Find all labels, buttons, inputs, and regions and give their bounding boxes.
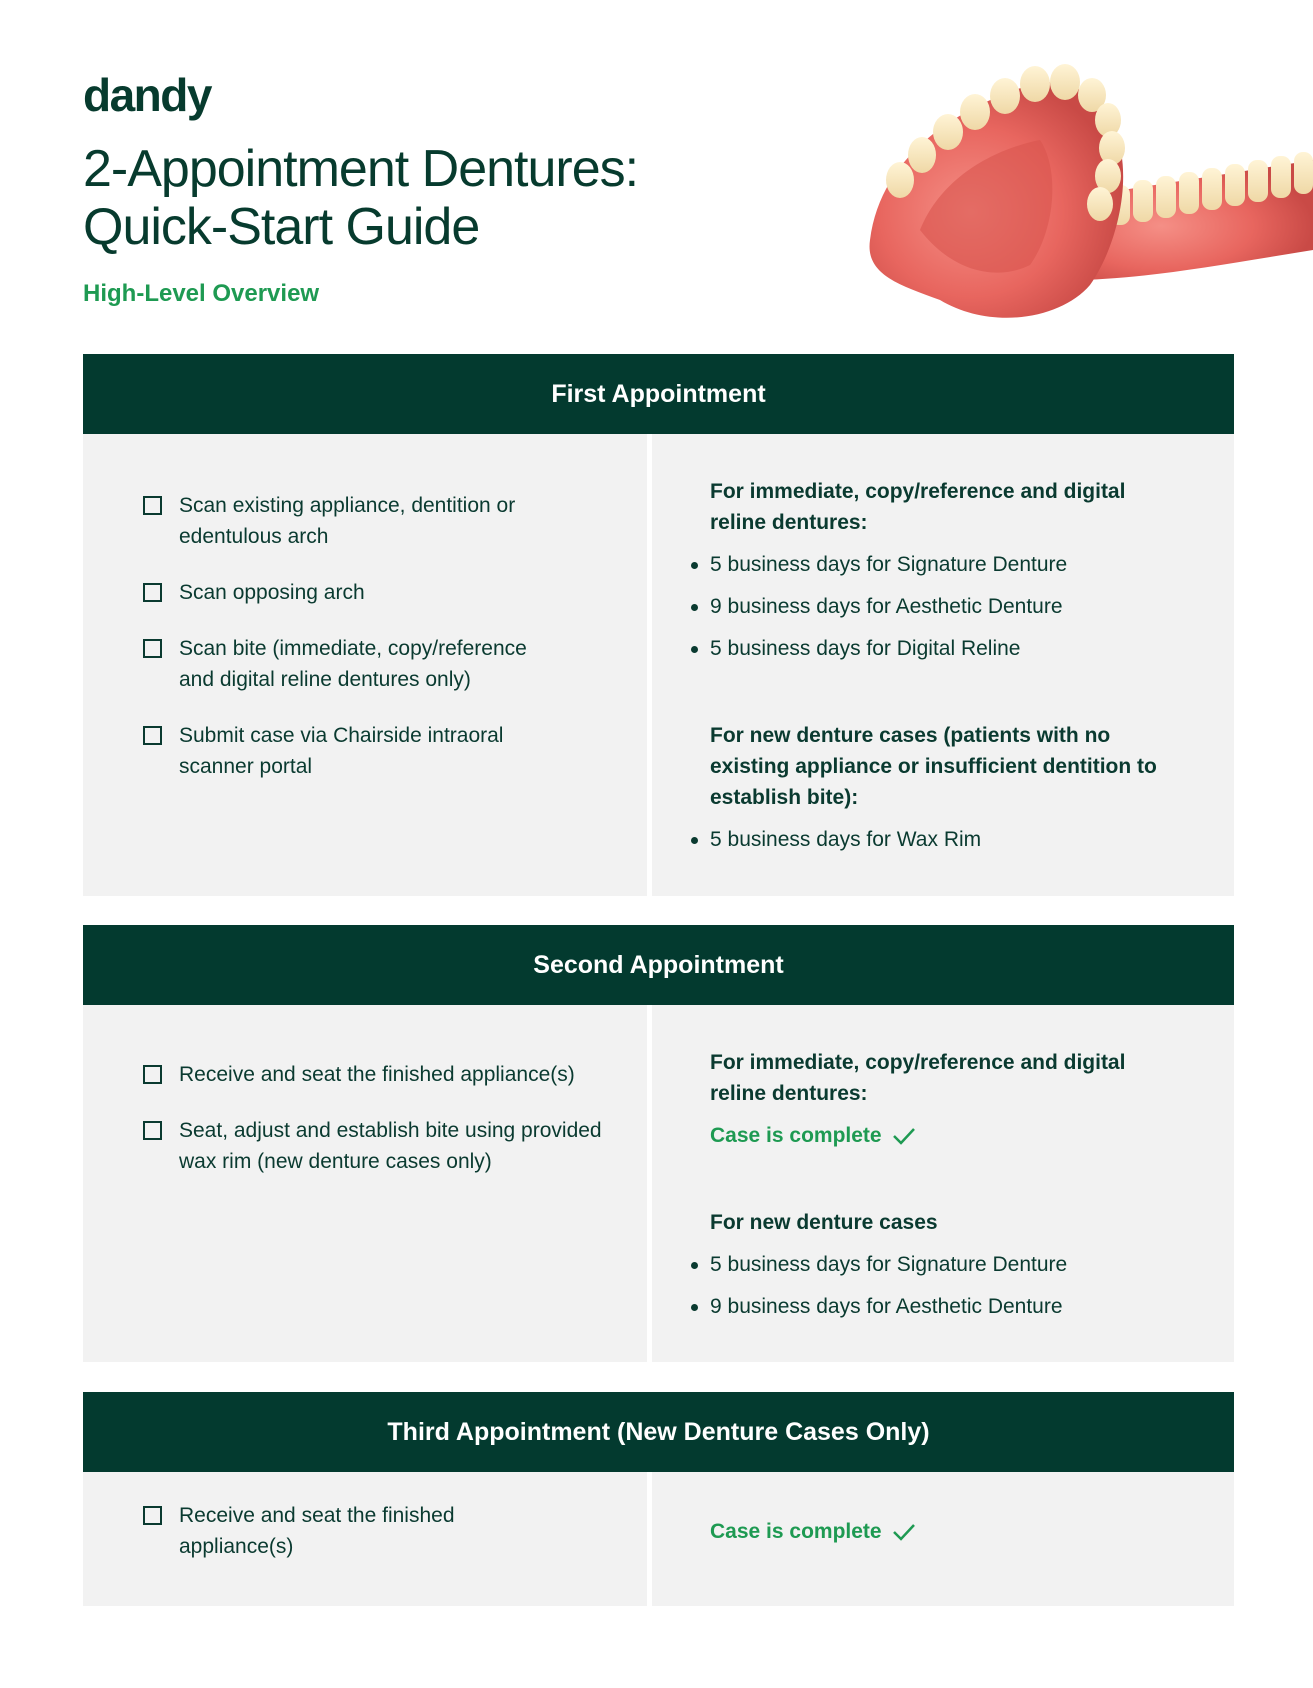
checklist-label: Scan opposing arch [179, 581, 365, 604]
title-line-2: Quick-Start Guide [83, 198, 480, 256]
section-header: Second Appointment [83, 925, 1234, 1005]
checklist-item[interactable] [143, 1059, 607, 1090]
checkbox-icon[interactable] [143, 583, 162, 602]
checklist-item[interactable] [143, 1500, 607, 1562]
denture-image [860, 40, 1313, 330]
case-complete-label: Case is complete [710, 1124, 882, 1147]
checkbox-icon[interactable] [143, 1121, 162, 1140]
checklist-item[interactable] [143, 1115, 607, 1177]
checkbox-icon[interactable] [143, 639, 162, 658]
bullet-item: 9 business days for Aesthetic Denture [710, 591, 1174, 622]
bullet-item: 5 business days for Signature Denture [710, 549, 1174, 580]
checklist-label: Seat, adjust and establish bite using provided wax rim (new denture cases only) [179, 1119, 602, 1173]
checklist-label: Submit case via Chairside intraoral scanner portal [179, 724, 504, 778]
checkmark-icon [892, 1522, 916, 1542]
section-header: First Appointment [83, 354, 1234, 434]
checklist-label: Receive and seat the finished appliance(s) [179, 1063, 575, 1086]
second-appointment-section [83, 925, 1234, 1362]
checklist-item[interactable] [143, 490, 607, 552]
bullet-item: 5 business days for Signature Denture [710, 1249, 1174, 1280]
turnaround-column [652, 434, 1234, 896]
bullet-item: 9 business days for Aesthetic Denture [710, 1291, 1174, 1322]
case-complete-label: Case is complete [710, 1520, 882, 1543]
first-appointment-section [83, 354, 1234, 896]
page-subtitle: High-Level Overview [83, 280, 320, 307]
group-title: For new denture cases (patients with no existing appliance or insufficient dentition to establish bite): [710, 724, 1157, 809]
bullet-item: 5 business days for Wax Rim [710, 824, 1174, 855]
bullet-item: 5 business days for Digital Reline [710, 633, 1174, 664]
section-header: Third Appointment (New Denture Cases Only) [83, 1392, 1234, 1472]
checkbox-icon[interactable] [143, 1506, 162, 1525]
group-title: For immediate, copy/reference and digital reline dentures: [710, 1051, 1126, 1105]
turnaround-column [652, 1005, 1234, 1362]
title-line-1: 2-Appointment Dentures: [83, 140, 639, 198]
checkmark-icon [892, 1126, 916, 1146]
case-complete [710, 1120, 1174, 1151]
checklist-item[interactable] [143, 633, 607, 695]
page-title [83, 140, 638, 256]
group-title: For immediate, copy/reference and digital reline dentures: [710, 480, 1126, 534]
checkbox-icon[interactable] [143, 496, 162, 515]
checklist-column [83, 434, 647, 896]
checkbox-icon[interactable] [143, 1065, 162, 1084]
group-title: For new denture cases [710, 1211, 938, 1234]
checklist-label: Scan bite (immediate, copy/reference and digital reline dentures only) [179, 637, 527, 691]
checklist-column [83, 1005, 647, 1362]
checkbox-icon[interactable] [143, 726, 162, 745]
checklist-label: Scan existing appliance, dentition or edentulous arch [179, 494, 516, 548]
dandy-logo: dandy [83, 69, 211, 121]
status-column [652, 1472, 1234, 1606]
checklist-label: Receive and seat the finished appliance(s) [179, 1504, 455, 1558]
third-appointment-section [83, 1392, 1234, 1606]
checklist-item[interactable] [143, 577, 607, 608]
checklist-column [83, 1472, 647, 1606]
case-complete [710, 1516, 1174, 1547]
checklist-item[interactable] [143, 720, 607, 782]
